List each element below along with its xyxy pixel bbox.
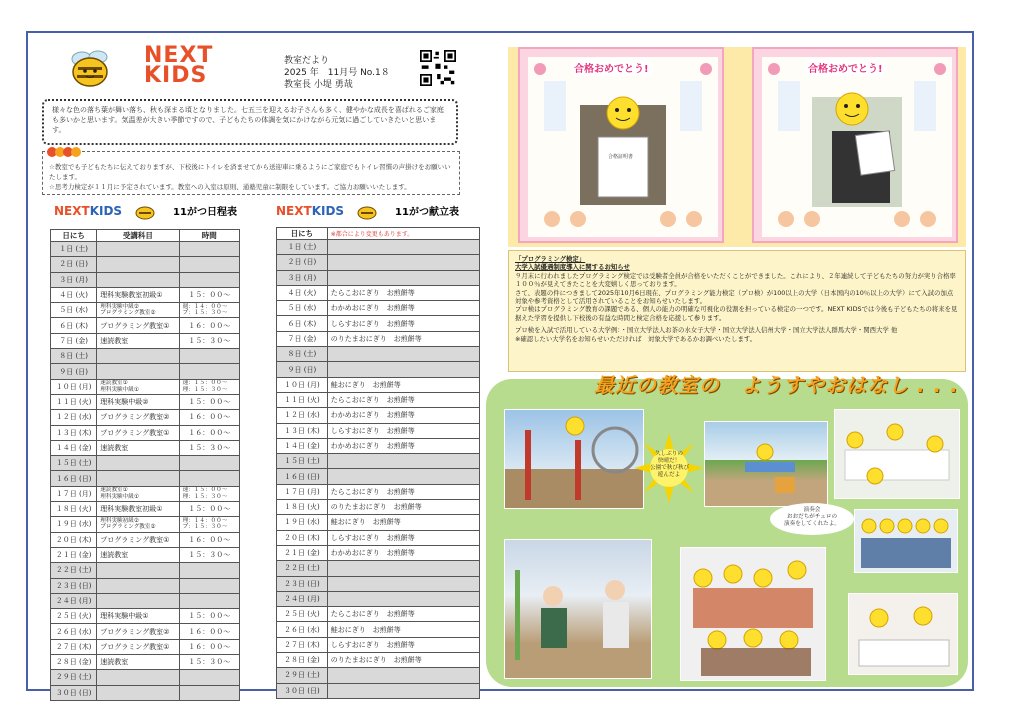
schedule-subject (97, 593, 179, 608)
schedule-subject (97, 257, 179, 272)
schedule-subject: 速読教室 (97, 333, 179, 348)
schedule-subject: 理科実験中級① (97, 609, 179, 624)
menu-day: １５日 (土) (277, 454, 328, 469)
schedule-subject (97, 456, 179, 471)
menu-day: ６日 (木) (277, 316, 328, 331)
schedule-row (51, 593, 240, 608)
schedule-row (51, 364, 240, 379)
schedule-day: ３０日 (日) (51, 685, 97, 700)
menu-day: ３０日 (日) (277, 683, 328, 698)
menu-item (327, 561, 479, 576)
menu-item: たらこおにぎり お煎餅等 (327, 285, 479, 300)
menu-row (277, 683, 480, 698)
schedule-day: ２０日 (木) (51, 532, 97, 547)
schedule-subject (97, 563, 179, 578)
schedule-row (51, 486, 240, 501)
menu-day: １６日 (日) (277, 469, 328, 484)
menu-item (327, 576, 479, 591)
schedule-title-bar (54, 203, 237, 223)
schedule-row (51, 456, 240, 471)
schedule-col-day: 日にち (51, 230, 97, 242)
bee-small-icon (134, 204, 156, 220)
menu-row (277, 653, 480, 668)
notice-tag-icon (47, 146, 81, 158)
menu-note: ※都合により変更もあります。 (327, 228, 479, 240)
menu-day: １８日 (火) (277, 500, 328, 515)
schedule-row (51, 440, 240, 455)
notice-line-1: ☆教室でも子どもたちに伝えておりますが、下校後にトイレを済ませてから送迎車に乗るようにご家庭でもトイレ習慣の声掛けをお願いいたします。 (49, 163, 451, 181)
menu-day: ２７日 (木) (277, 637, 328, 652)
schedule-time: １５：３０～ (179, 333, 239, 348)
schedule-row (51, 425, 240, 440)
menu-brand-2: KIDS (311, 204, 345, 218)
schedule-subject (97, 578, 179, 593)
info-paragraph-4: プロ検を入試で活用している大学例：・国立大学法人お茶の水女子大学・国立大学法人信州大学・国立大学法人群馬大学・関西大学 他 (515, 326, 898, 335)
schedule-col-time: 時間 (179, 230, 239, 242)
menu-day: ２５日 (火) (277, 607, 328, 622)
schedule-day: ２２日 (土) (51, 563, 97, 578)
menu-row (277, 438, 480, 453)
schedule-row (51, 394, 240, 409)
menu-row (277, 316, 480, 331)
info-paragraph-3: プロ検はプログラミング教育の課題である、個人の能力の明確な可視化の役割を担っている検定の一つです。NEXT KIDSでは今後も子どもたちの将来を見据えた学習を提供し下校後の有益な時間と検定合格を応援して参ります。 (515, 305, 958, 322)
schedule-row (51, 333, 240, 348)
schedule-col-subject: 受講科目 (97, 230, 179, 242)
schedule-row (51, 547, 240, 562)
menu-day: １０日 (月) (277, 377, 328, 392)
menu-day: ２０日 (木) (277, 530, 328, 545)
schedule-subject: 速読教室 (97, 655, 179, 670)
schedule-time (179, 456, 239, 471)
menu-row (277, 637, 480, 652)
schedule-subject: 速読教室① 理科実験中級① (97, 379, 179, 394)
menu-day: １９日 (水) (277, 515, 328, 530)
menu-item: しらすおにぎり お煎餅等 (327, 530, 479, 545)
menu-day: ２日 (日) (277, 255, 328, 270)
menu-row (277, 591, 480, 606)
schedule-subject (97, 272, 179, 287)
menu-day: ２４日 (月) (277, 591, 328, 606)
schedule-time (179, 670, 239, 685)
schedule-time (179, 257, 239, 272)
certificate-photo-1 (518, 47, 724, 243)
schedule-day: １１日 (火) (51, 394, 97, 409)
left-page (28, 33, 494, 697)
photo-playground-2 (704, 421, 828, 507)
menu-item (327, 270, 479, 285)
menu-row (277, 270, 480, 285)
schedule-subject: 理科実験初級② プログラミング教室② (97, 517, 179, 532)
menu-item: のりたまおにぎり お煎餅等 (327, 331, 479, 346)
menu-day: ７日 (金) (277, 331, 328, 346)
menu-row (277, 576, 480, 591)
schedule-time: １５：００～ (179, 502, 239, 517)
menu-day: １３日 (木) (277, 423, 328, 438)
schedule-row (51, 410, 240, 425)
menu-title-bar (276, 203, 459, 223)
schedule-time (179, 364, 239, 379)
certificate-title-1: 合格証明書 (608, 154, 634, 160)
schedule-day: １８日 (火) (51, 502, 97, 517)
schedule-time (179, 593, 239, 608)
menu-item: 鮭おにぎり お煎餅等 (327, 515, 479, 530)
menu-item (327, 683, 479, 698)
schedule-row (51, 242, 240, 257)
notice-line-2: ☆思考力検定が１１月に予定されています。教室への入室は原則、通塾児童に制限をしています。ご協力お願いいたします。 (49, 183, 411, 191)
schedule-day: ２３日 (日) (51, 578, 97, 593)
schedule-day: １２日 (水) (51, 410, 97, 425)
schedule-time: １６：００～ (179, 532, 239, 547)
menu-col-day: 日にち (277, 228, 328, 240)
schedule-row (51, 655, 240, 670)
menu-item: のりたまおにぎり お煎餅等 (327, 653, 479, 668)
menu-item: たらこおにぎり お煎餅等 (327, 607, 479, 622)
schedule-day: ７日 (金) (51, 333, 97, 348)
certificate-photo-2 (752, 47, 958, 243)
schedule-row (51, 349, 240, 364)
menu-day: ２３日 (日) (277, 576, 328, 591)
concert-bubble: 演奏会 おおだちがチェロの 演奏をしてくれたよ。 (770, 503, 854, 535)
menu-day: １４日 (金) (277, 438, 328, 453)
menu-row (277, 377, 480, 392)
schedule-subject (97, 471, 179, 486)
menu-item (327, 668, 479, 683)
schedule-time: １６：００～ (179, 318, 239, 333)
menu-day: １７日 (月) (277, 484, 328, 499)
schedule-subject: プログラミング教室① (97, 532, 179, 547)
menu-row (277, 255, 480, 270)
menu-row (277, 423, 480, 438)
schedule-day: １４日 (金) (51, 440, 97, 455)
brand-line-1: NEXT (144, 43, 214, 68)
schedule-row (51, 272, 240, 287)
schedule-time (179, 242, 239, 257)
schedule-day: ２６日 (水) (51, 624, 97, 639)
schedule-time (179, 471, 239, 486)
photo-playground-3 (504, 539, 652, 679)
schedule-day: １０日 (月) (51, 379, 97, 394)
menu-day: ２２日 (土) (277, 561, 328, 576)
menu-item (327, 362, 479, 377)
certificate-photo-2-art (762, 57, 952, 237)
menu-row (277, 301, 480, 316)
schedule-subject: 速読教室 (97, 440, 179, 455)
menu-day: １２日 (水) (277, 408, 328, 423)
menu-item: のりたまおにぎり お煎餅等 (327, 500, 479, 515)
schedule-time (179, 578, 239, 593)
menu-item (327, 469, 479, 484)
schedule-time: 速：１５：００～ 理：１５：３０～ (179, 486, 239, 501)
menu-item (327, 240, 479, 255)
schedule-row (51, 287, 240, 302)
schedule-row (51, 609, 240, 624)
schedule-brand-2: KIDS (89, 204, 123, 218)
schedule-time (179, 563, 239, 578)
menu-item: たらこおにぎり お煎餅等 (327, 484, 479, 499)
menu-item: しらすおにぎり お煎餅等 (327, 423, 479, 438)
menu-brand-1: NEXT (276, 204, 312, 218)
info-paragraph-5: ※確認したい大学名をお知らせいただければ 対象大学であるかお調べいたします。 (515, 334, 757, 343)
schedule-title: 11がつ日程表 (173, 207, 237, 218)
schedule-row (51, 471, 240, 486)
newsletter-label: 教室だより (284, 56, 330, 66)
menu-day: １日 (土) (277, 240, 328, 255)
menu-row (277, 500, 480, 515)
schedule-day: ２７日 (木) (51, 639, 97, 654)
menu-row (277, 484, 480, 499)
schedule-day: ４日 (火) (51, 287, 97, 302)
photo-classroom-2 (854, 509, 958, 573)
menu-day: １１日 (火) (277, 392, 328, 407)
schedule-brand-1: NEXT (54, 204, 90, 218)
menu-day: ２６日 (水) (277, 622, 328, 637)
menu-item: 鮭おにぎり お煎餅等 (327, 377, 479, 392)
schedule-subject: 速読教室 (97, 547, 179, 562)
menu-item: しらすおにぎり お煎餅等 (327, 316, 479, 331)
schedule-row (51, 578, 240, 593)
menu-item: しらすおにぎり お煎餅等 (327, 637, 479, 652)
schedule-day: ５日 (水) (51, 303, 97, 318)
schedule-time: 速：１５：００～ 理：１５：３０～ (179, 379, 239, 394)
menu-table (276, 227, 480, 699)
schedule-time: １５：３０～ (179, 547, 239, 562)
info-heading-2: 大学入試優遇制度導入に関するお知らせ (515, 263, 630, 272)
menu-title: 11がつ献立表 (395, 207, 459, 218)
menu-day: ２１日 (金) (277, 545, 328, 560)
schedule-time: 理：１４：００～ プ：１５：３０～ (179, 517, 239, 532)
schedule-row (51, 670, 240, 685)
bee-logo-icon (68, 45, 112, 89)
menu-item: わかめおにぎり お煎餅等 (327, 545, 479, 560)
schedule-time (179, 349, 239, 364)
menu-row (277, 240, 480, 255)
schedule-row (51, 379, 240, 394)
schedule-row (51, 639, 240, 654)
schedule-row (51, 257, 240, 272)
photo-classroom-1 (834, 409, 960, 499)
schedule-row (51, 685, 240, 700)
schedule-time: １５：３０～ (179, 655, 239, 670)
schedule-day: １日 (土) (51, 242, 97, 257)
menu-row (277, 515, 480, 530)
menu-row (277, 530, 480, 545)
certificate-banner-2: 合格おめでとう! (804, 59, 887, 76)
schedule-day: ８日 (土) (51, 349, 97, 364)
schedule-time: １５：００～ (179, 287, 239, 302)
classroom-title: 最近の教室の ようすやおはなし . . . (594, 373, 959, 397)
qr-code-icon[interactable] (420, 50, 456, 86)
menu-row (277, 545, 480, 560)
schedule-row (51, 532, 240, 547)
photo-concert (680, 547, 826, 681)
schedule-day: ６日 (木) (51, 318, 97, 333)
schedule-row (51, 624, 240, 639)
menu-day: ９日 (日) (277, 362, 328, 377)
schedule-subject: プログラミング教室② (97, 624, 179, 639)
director-name: 教室長 小堤 勇哉 (284, 80, 353, 90)
schedule-time: １６：００～ (179, 425, 239, 440)
brand-line-2: KIDS (144, 63, 208, 88)
schedule-day: ２日 (日) (51, 257, 97, 272)
sun-caption: 久しぶりの 快晴だ！ 公園で秋び秋び 遊んだよ (650, 451, 690, 478)
schedule-table (50, 229, 240, 701)
menu-row (277, 285, 480, 300)
schedule-time: 週：１４：００～ プ：１５：３０～ (179, 303, 239, 318)
menu-day: ５日 (水) (277, 301, 328, 316)
menu-item: わかめおにぎり お煎餅等 (327, 408, 479, 423)
menu-day: ８日 (土) (277, 347, 328, 362)
info-paragraph-1: ９月末に行われましたプログラミング検定では受験者全員が合格をいただくことができました。これにより、２年連続して子どもたちの努力が実り合格率１００％が見えてきたことを大変嬉しく思っております。 (515, 271, 956, 289)
schedule-day: １５日 (土) (51, 456, 97, 471)
schedule-time (179, 272, 239, 287)
schedule-time: １５：００～ (179, 609, 239, 624)
menu-item (327, 591, 479, 606)
schedule-time: １５：３０～ (179, 440, 239, 455)
brand-logo (144, 43, 214, 88)
schedule-time (179, 685, 239, 700)
menu-row (277, 362, 480, 377)
schedule-day: ２５日 (火) (51, 609, 97, 624)
menu-row (277, 392, 480, 407)
schedule-subject: 理科実験教室初級① (97, 287, 179, 302)
menu-row (277, 331, 480, 346)
info-paragraph-2: さて、表題の件につきまして2025年10月6日現在、プログラミング能力検定（プロ検）が100以上の大学（日本国内の10％以上の大学）にて入試の加点対象や参考資格として活用されていることをお知らせいたします。 (515, 288, 954, 306)
menu-item (327, 255, 479, 270)
bee-small-icon-2 (356, 204, 378, 220)
schedule-subject (97, 364, 179, 379)
right-page (494, 33, 974, 689)
schedule-day: ２１日 (金) (51, 547, 97, 562)
schedule-row (51, 502, 240, 517)
schedule-day: １９日 (水) (51, 517, 97, 532)
schedule-time: １５：００～ (179, 394, 239, 409)
photo-playground-1 (504, 409, 644, 509)
notice-box (42, 151, 460, 195)
schedule-time: １６：００～ (179, 624, 239, 639)
schedule-day: １３日 (木) (51, 425, 97, 440)
certificate-banner-1: 合格おめでとう! (570, 59, 653, 76)
schedule-time: １６：００～ (179, 639, 239, 654)
newsletter-sheet (26, 31, 974, 697)
menu-item: たらこおにぎり お煎餅等 (327, 392, 479, 407)
schedule-subject: プログラミング教室① (97, 425, 179, 440)
issue-number: 2025 年 11月号 No.1８ (284, 68, 390, 78)
schedule-subject: 理科実験教室初級① (97, 502, 179, 517)
menu-day: ２８日 (金) (277, 653, 328, 668)
schedule-row (51, 303, 240, 318)
certificate-photo-1-art (528, 57, 718, 237)
programming-info-box (508, 250, 966, 372)
menu-day: ４日 (火) (277, 285, 328, 300)
schedule-day: ２９日 (土) (51, 670, 97, 685)
schedule-subject (97, 685, 179, 700)
schedule-row (51, 318, 240, 333)
schedule-day: １６日 (日) (51, 471, 97, 486)
photo-classroom-3 (848, 593, 958, 675)
schedule-subject (97, 349, 179, 364)
menu-item: わかめおにぎり お煎餅等 (327, 438, 479, 453)
menu-day: ３日 (月) (277, 270, 328, 285)
menu-row (277, 622, 480, 637)
info-heading-1: 「プログラミング検定」 (515, 255, 586, 263)
menu-row (277, 469, 480, 484)
menu-row (277, 347, 480, 362)
schedule-row (51, 517, 240, 532)
menu-row (277, 607, 480, 622)
intro-message: 様々な色の落ち葉が舞い落ち、秋も深まる頃となりました。七五三を迎えるお子さんも多く、健やかな成長を喜ばれるご家庭も多いかと思います。気温差が大きい季節ですので、子どもたちの体調を気にかけながら元気に過ごしていきたいと思います。 (42, 99, 458, 145)
menu-row (277, 454, 480, 469)
menu-row (277, 408, 480, 423)
schedule-subject: 速読教室① 理科実験中級① (97, 486, 179, 501)
menu-item: 鮭おにぎり お煎餅等 (327, 622, 479, 637)
schedule-subject: プログラミング教室① (97, 318, 179, 333)
menu-row (277, 561, 480, 576)
schedule-subject (97, 670, 179, 685)
issue-info (284, 55, 390, 91)
schedule-day: ３日 (月) (51, 272, 97, 287)
schedule-subject (97, 242, 179, 257)
menu-item (327, 347, 479, 362)
schedule-day: ２４日 (月) (51, 593, 97, 608)
schedule-subject: プログラミング教室② (97, 410, 179, 425)
menu-item: わかめおにぎり お煎餅等 (327, 301, 479, 316)
schedule-day: ２８日 (金) (51, 655, 97, 670)
schedule-time: １６：００～ (179, 410, 239, 425)
menu-row (277, 668, 480, 683)
schedule-subject: 理科実験中級② プログラミング教室② (97, 303, 179, 318)
menu-item (327, 454, 479, 469)
menu-day: ２９日 (土) (277, 668, 328, 683)
schedule-day: １７日 (月) (51, 486, 97, 501)
schedule-subject: 理科実験中級② (97, 394, 179, 409)
schedule-day: ９日 (日) (51, 364, 97, 379)
schedule-row (51, 563, 240, 578)
schedule-subject: プログラミング教室① (97, 639, 179, 654)
